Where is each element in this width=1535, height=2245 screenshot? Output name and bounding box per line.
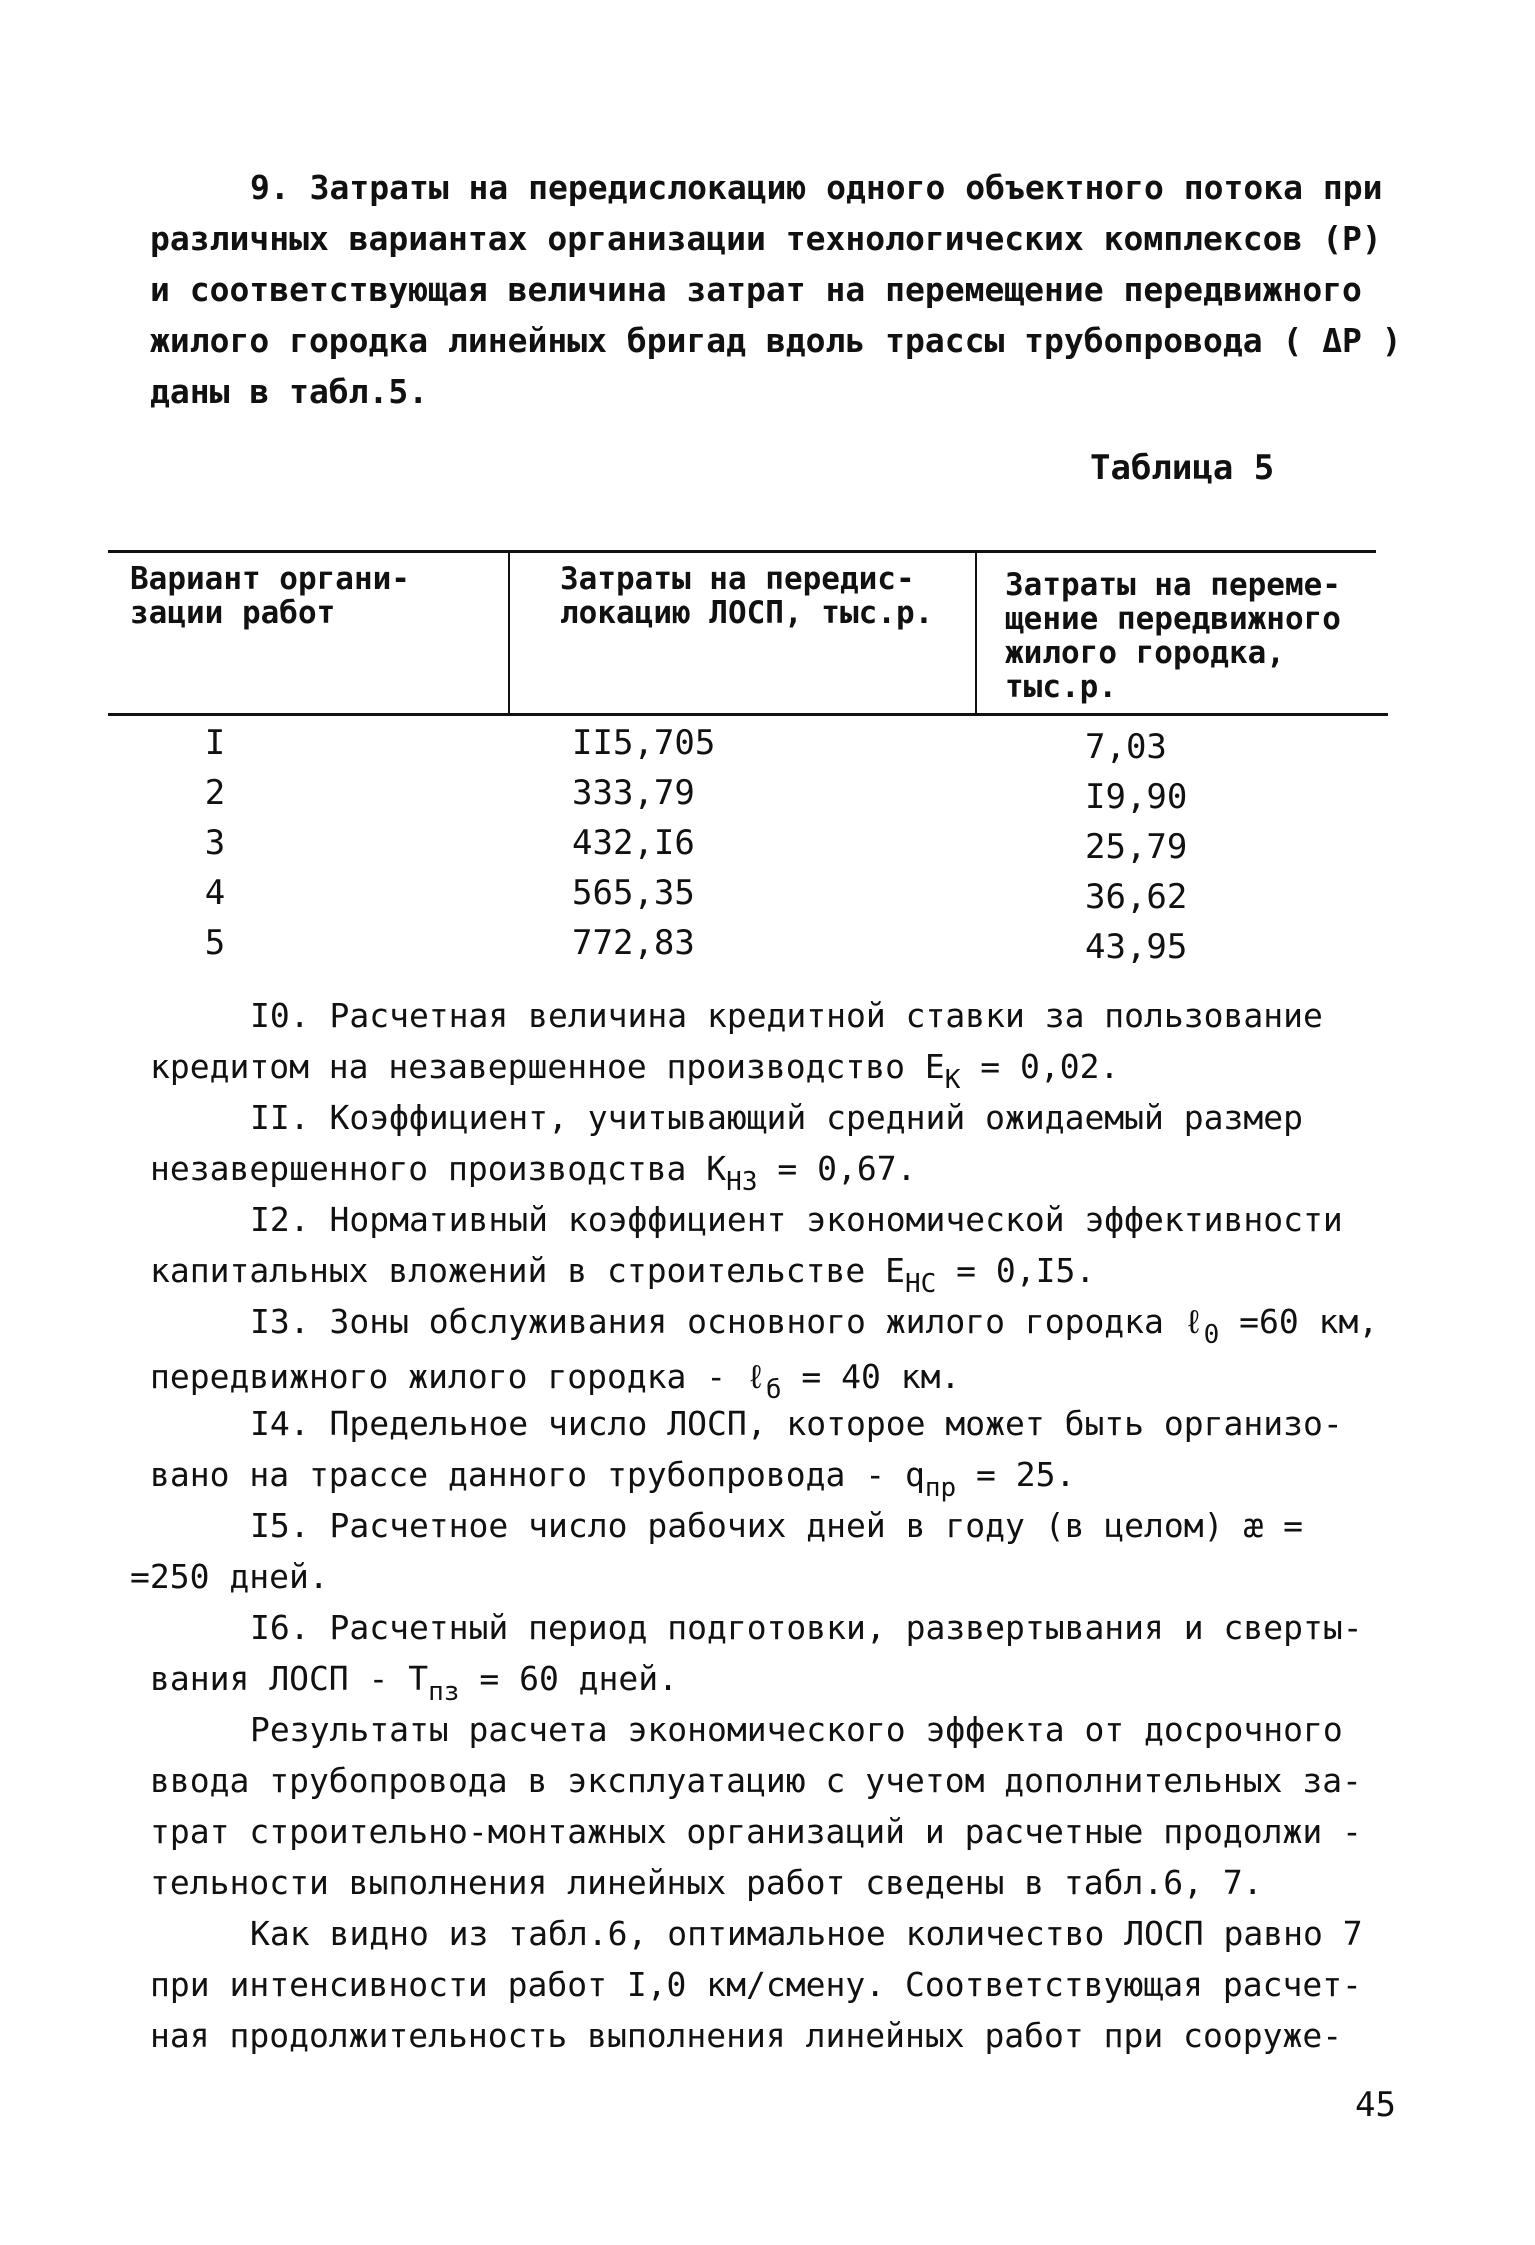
paragraph-11 bbox=[150, 1092, 1400, 1198]
text-line bbox=[150, 1041, 1400, 1096]
text-segment: вано на трассе данного трубопровода - q bbox=[150, 1455, 925, 1494]
paragraph-16 bbox=[150, 1602, 1400, 1708]
table-cell-movement: I9,90 bbox=[1085, 777, 1188, 817]
subscript: б bbox=[765, 1375, 782, 1405]
text-segment: вания ЛОСП - Т bbox=[150, 1659, 429, 1698]
table-cell-variant: 5 bbox=[204, 923, 226, 963]
text-line: даны в табл.5. bbox=[150, 372, 429, 411]
text-line: I5. Расчетное число рабочих дней в году (в целом) æ = bbox=[250, 1506, 1303, 1545]
text-line: =250 дней. bbox=[130, 1557, 329, 1596]
text-line: трат строительно-монтажных организаций и расчетные продолжи - bbox=[150, 1812, 1362, 1851]
table-cell-variant: 4 bbox=[204, 873, 226, 913]
subscript: 0 bbox=[1203, 1320, 1220, 1350]
subscript: пз bbox=[428, 1677, 460, 1707]
text-segment: = 40 км. bbox=[781, 1357, 961, 1396]
text-line: тельности выполнения линейных работ сведены в табл.6, 7. bbox=[150, 1863, 1263, 1902]
text-segment: незавершенного производства К bbox=[150, 1149, 727, 1188]
table-cell-variant: 3 bbox=[204, 823, 226, 863]
text-line: Как видно из табл.6, оптимальное количество ЛОСП равно 7 bbox=[250, 1914, 1363, 1953]
paragraph-10 bbox=[150, 990, 1400, 1096]
paragraph-conclusion bbox=[150, 1908, 1400, 2061]
text-line: I4. Предельное число ЛОСП, которое может быть организо- bbox=[250, 1404, 1343, 1443]
paragraph-12 bbox=[150, 1194, 1400, 1300]
paragraph-14 bbox=[150, 1398, 1400, 1504]
table-column-divider bbox=[975, 552, 977, 714]
text-segment: I3. Зоны обслуживания основного жилого городка ℓ bbox=[250, 1302, 1204, 1341]
text-line: I6. Расчетный период подготовки, развертывания и сверты- bbox=[250, 1608, 1363, 1647]
paragraph-15 bbox=[130, 1500, 1380, 1602]
table-cell-relocation: II5,705 bbox=[572, 723, 716, 763]
text-segment: капитальных вложений в строительстве E bbox=[150, 1251, 905, 1290]
table-column-divider bbox=[508, 552, 510, 714]
text-segment: = 0,I5. bbox=[936, 1251, 1096, 1290]
subscript: НС bbox=[904, 1269, 937, 1299]
table-cell-variant: I bbox=[204, 723, 226, 763]
text-line bbox=[150, 1449, 1400, 1504]
text-segment: передвижного жилого городка - ℓ bbox=[150, 1357, 766, 1396]
text-line: II. Коэффициент, учитывающий средний ожидаемый размер bbox=[250, 1098, 1303, 1137]
text-line bbox=[150, 1245, 1400, 1300]
table-caption: Таблица 5 bbox=[1090, 448, 1275, 488]
table-cell-movement: 43,95 bbox=[1085, 927, 1188, 967]
text-line: I0. Расчетная величина кредитной ставки за пользование bbox=[250, 996, 1323, 1035]
page-number: 45 bbox=[1355, 2085, 1396, 2125]
text-segment: = 60 дней. bbox=[459, 1659, 679, 1698]
table-cell-variant: 2 bbox=[204, 773, 226, 813]
text-segment: =60 км, bbox=[1219, 1302, 1379, 1341]
text-line: ная продолжительность выполнения линейных работ при сооруже- bbox=[150, 2016, 1343, 2055]
table-header-variant: Вариант органи- зации работ bbox=[130, 561, 410, 631]
paragraph-13 bbox=[150, 1296, 1400, 1406]
table-header-relocation: Затраты на передис- локацию ЛОСП, тыс.р. bbox=[560, 561, 934, 631]
text-line: различных вариантах организации технологических комплексов (Р) bbox=[150, 219, 1382, 258]
text-line bbox=[150, 1143, 1400, 1198]
table-cell-relocation: 432,I6 bbox=[572, 823, 695, 863]
text-line bbox=[150, 1296, 1400, 1351]
table-cell-movement: 25,79 bbox=[1085, 827, 1188, 867]
table-header-movement: Затраты на переме- щение передвижного жилого городка, тыс.р. bbox=[1005, 567, 1341, 705]
table-cell-relocation: 772,83 bbox=[572, 923, 695, 963]
table-cell-relocation: 565,35 bbox=[572, 873, 695, 913]
paragraph-results bbox=[150, 1704, 1400, 1908]
text-line: I2. Нормативный коэффициент экономической эффективности bbox=[250, 1200, 1343, 1239]
table-cell-relocation: 333,79 bbox=[572, 773, 695, 813]
text-line: Результаты расчета экономического эффекта от досрочного bbox=[250, 1710, 1343, 1749]
subscript: К bbox=[944, 1065, 961, 1095]
table-top-rule bbox=[108, 550, 1376, 553]
text-line: ввода трубопровода в эксплуатацию с учетом дополнительных за- bbox=[150, 1761, 1362, 1800]
text-segment: = 25. bbox=[956, 1455, 1076, 1494]
table-cell-movement: 7,03 bbox=[1085, 727, 1167, 767]
subscript: НЗ bbox=[726, 1167, 758, 1197]
table-header-rule bbox=[108, 713, 1388, 716]
text-line: жилого городка линейных бригад вдоль трассы трубопровода ( ΔР ) bbox=[150, 321, 1402, 360]
text-line: при интенсивности работ I,0 км/смену. Соответствующая расчет- bbox=[150, 1965, 1362, 2004]
text-segment: = 0,02. bbox=[960, 1047, 1120, 1086]
text-segment: кредитом на незавершенное производство E bbox=[150, 1047, 945, 1086]
table-cell-movement: 36,62 bbox=[1085, 877, 1188, 917]
text-line: и соответствующая величина затрат на перемещение передвижного bbox=[150, 270, 1362, 309]
subscript: пр bbox=[924, 1473, 957, 1503]
text-line: 9. Затраты на передислокацию одного объектного потока при bbox=[250, 168, 1383, 207]
text-line bbox=[150, 1653, 1400, 1708]
text-segment: = 0,67. bbox=[757, 1149, 917, 1188]
paragraph-9 bbox=[150, 162, 1400, 417]
